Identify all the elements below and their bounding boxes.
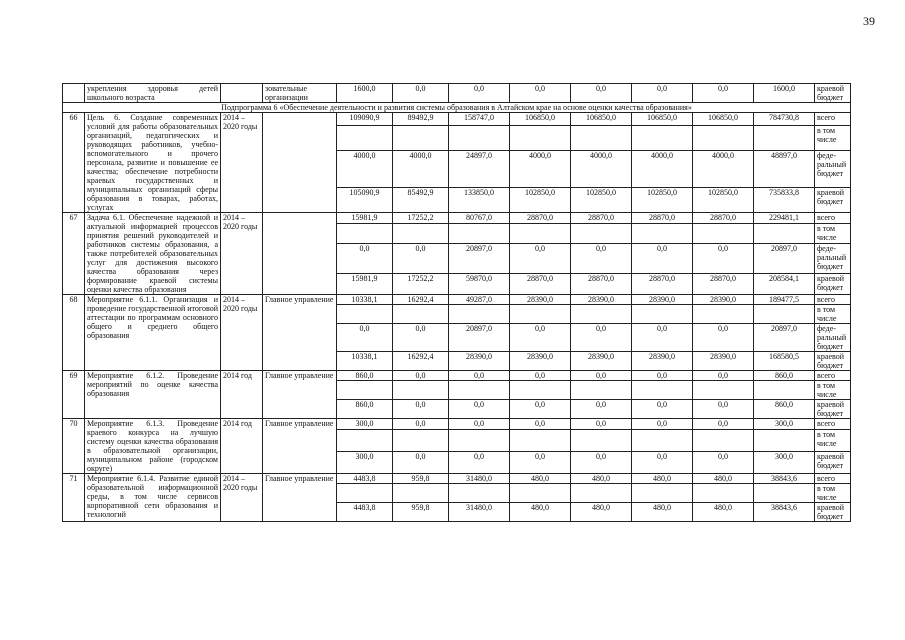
value-cell: 784730,8 [754, 113, 815, 126]
executor-cell: Главное управление [263, 371, 337, 419]
value-cell: 168580,5 [754, 352, 815, 371]
value-cell [449, 223, 510, 244]
value-cell: 4000,0 [571, 151, 632, 188]
value-cell: 480,0 [632, 503, 693, 522]
value-cell: 0,0 [449, 452, 510, 474]
value-cell: 0,0 [693, 419, 754, 430]
value-cell: 28390,0 [632, 352, 693, 371]
value-cell: 0,0 [510, 324, 571, 352]
value-cell: 102850,0 [510, 187, 571, 212]
value-cell: 480,0 [571, 474, 632, 484]
value-cell [337, 484, 393, 503]
value-cell: 106850,0 [632, 113, 693, 126]
value-cell: 735833,8 [754, 187, 815, 212]
value-cell: 102850,0 [632, 187, 693, 212]
value-cell: 28870,0 [693, 213, 754, 224]
value-cell [693, 126, 754, 151]
value-cell: 0,0 [393, 400, 449, 419]
value-cell: 0,0 [393, 244, 449, 274]
value-cell: 89492,9 [393, 113, 449, 126]
value-cell: 4483,8 [337, 503, 393, 522]
value-cell: 1600,0 [754, 84, 815, 103]
funding-source-cell: краевой бюджет [815, 187, 851, 212]
value-cell: 28390,0 [510, 295, 571, 305]
value-cell: 28870,0 [632, 274, 693, 295]
value-cell: 0,0 [693, 400, 754, 419]
value-cell: 0,0 [571, 452, 632, 474]
value-cell [449, 305, 510, 324]
value-cell [632, 223, 693, 244]
value-cell: 300,0 [754, 419, 815, 430]
value-cell: 49287,0 [449, 295, 510, 305]
value-cell: 959,8 [393, 474, 449, 484]
value-cell: 1600,0 [337, 84, 393, 103]
value-cell [393, 126, 449, 151]
executor-cell: Главное управление [263, 419, 337, 474]
value-cell [754, 430, 815, 452]
value-cell [693, 430, 754, 452]
funding-source-cell: краевой бюджет [815, 274, 851, 295]
value-cell: 0,0 [510, 84, 571, 103]
period-cell: 2014 – 2020 годы [221, 213, 263, 295]
value-cell [393, 484, 449, 503]
table-row [63, 474, 851, 484]
value-cell: 106850,0 [571, 113, 632, 126]
value-cell: 10338,1 [337, 352, 393, 371]
value-cell: 0,0 [571, 84, 632, 103]
value-cell [754, 305, 815, 324]
value-cell: 0,0 [632, 324, 693, 352]
value-cell [449, 126, 510, 151]
value-cell: 17252,2 [393, 213, 449, 224]
value-cell [754, 381, 815, 400]
value-cell: 20897,0 [754, 244, 815, 274]
value-cell: 0,0 [632, 371, 693, 381]
value-cell: 0,0 [510, 419, 571, 430]
value-cell: 28870,0 [632, 213, 693, 224]
value-cell: 0,0 [393, 419, 449, 430]
value-cell: 4000,0 [393, 151, 449, 188]
value-cell: 208584,1 [754, 274, 815, 295]
value-cell: 28870,0 [510, 274, 571, 295]
value-cell: 59870,0 [449, 274, 510, 295]
funding-source-cell: всего [815, 295, 851, 305]
executor-cell [263, 113, 337, 213]
value-cell: 0,0 [393, 371, 449, 381]
funding-source-cell: всего [815, 371, 851, 381]
value-cell: 133850,0 [449, 187, 510, 212]
value-cell [754, 223, 815, 244]
value-cell: 38843,6 [754, 503, 815, 522]
period-cell: 2014 год [221, 371, 263, 419]
value-cell: 0,0 [510, 371, 571, 381]
funding-source-cell: краевой бюджет [815, 503, 851, 522]
value-cell: 20897,0 [449, 244, 510, 274]
period-cell: 2014 – 2020 годы [221, 295, 263, 371]
measure-name-cell: Задача 6.1. Обеспечение надежной и актуальной информацией процессов принятия решений руководителей и работников системы образования, а также потребителей образовательных услуг для достижения высокого качества образования через формирование краевой системы оценки качества образования [85, 213, 221, 295]
value-cell: 0,0 [632, 452, 693, 474]
row-number-cell: 69 [63, 371, 85, 419]
value-cell [337, 305, 393, 324]
value-cell: 17252,2 [393, 274, 449, 295]
value-cell: 480,0 [510, 503, 571, 522]
measure-name-cell: Мероприятие 6.1.1. Организация и проведение государственной итоговой аттестации по программам основного общего и среднего общего образования [85, 295, 221, 371]
value-cell: 20897,0 [754, 324, 815, 352]
value-cell [632, 484, 693, 503]
value-cell: 0,0 [571, 419, 632, 430]
value-cell: 860,0 [337, 400, 393, 419]
value-cell: 0,0 [449, 371, 510, 381]
value-cell: 28390,0 [510, 352, 571, 371]
period-cell [221, 84, 263, 103]
period-cell: 2014 год [221, 419, 263, 474]
value-cell: 0,0 [449, 419, 510, 430]
value-cell: 0,0 [393, 324, 449, 352]
value-cell: 28390,0 [449, 352, 510, 371]
value-cell: 0,0 [337, 324, 393, 352]
value-cell: 31480,0 [449, 503, 510, 522]
value-cell [393, 430, 449, 452]
value-cell: 959,8 [393, 503, 449, 522]
funding-source-cell: всего [815, 419, 851, 430]
value-cell: 0,0 [571, 324, 632, 352]
funding-source-cell: феде-ральный бюджет [815, 324, 851, 352]
value-cell: 28390,0 [632, 295, 693, 305]
value-cell: 109090,9 [337, 113, 393, 126]
value-cell: 0,0 [693, 244, 754, 274]
value-cell [571, 305, 632, 324]
value-cell: 4483,8 [337, 474, 393, 484]
value-cell: 0,0 [571, 371, 632, 381]
row-number-cell: 70 [63, 419, 85, 474]
table-row [63, 213, 851, 224]
value-cell [337, 223, 393, 244]
row-number-cell: 68 [63, 295, 85, 371]
value-cell: 31480,0 [449, 474, 510, 484]
value-cell [510, 430, 571, 452]
value-cell: 38843,6 [754, 474, 815, 484]
funding-source-cell: краевой бюджет [815, 400, 851, 419]
value-cell [393, 381, 449, 400]
value-cell: 0,0 [510, 452, 571, 474]
table-row [63, 419, 851, 430]
funding-source-cell: краевой бюджет [815, 352, 851, 371]
value-cell: 0,0 [632, 244, 693, 274]
value-cell [632, 305, 693, 324]
value-cell [693, 381, 754, 400]
funding-source-cell: краевой бюджет [815, 84, 851, 103]
table-row [63, 113, 851, 126]
value-cell: 480,0 [571, 503, 632, 522]
value-cell [632, 126, 693, 151]
funding-source-cell: всего [815, 213, 851, 224]
value-cell [571, 126, 632, 151]
period-cell: 2014 – 2020 годы [221, 113, 263, 213]
measure-name-cell: укрепления здоровья детей школьного возраста [85, 84, 221, 103]
value-cell [754, 126, 815, 151]
funding-source-cell: в том числе [815, 381, 851, 400]
value-cell [693, 484, 754, 503]
value-cell: 860,0 [754, 400, 815, 419]
executor-cell [263, 213, 337, 295]
value-cell [337, 430, 393, 452]
table-row [63, 295, 851, 305]
value-cell [449, 430, 510, 452]
funding-source-cell: всего [815, 474, 851, 484]
value-cell: 80767,0 [449, 213, 510, 224]
executor-cell: зовательные организации [263, 84, 337, 103]
value-cell: 0,0 [693, 452, 754, 474]
value-cell: 0,0 [510, 400, 571, 419]
row-number-cell: 71 [63, 474, 85, 522]
subprogram-row [63, 103, 851, 113]
value-cell: 300,0 [337, 419, 393, 430]
value-cell: 300,0 [337, 452, 393, 474]
value-cell [449, 484, 510, 503]
value-cell: 0,0 [337, 244, 393, 274]
value-cell: 0,0 [449, 84, 510, 103]
value-cell [754, 484, 815, 503]
value-cell [393, 223, 449, 244]
value-cell: 4000,0 [693, 151, 754, 188]
value-cell [571, 430, 632, 452]
value-cell: 4000,0 [337, 151, 393, 188]
value-cell: 102850,0 [571, 187, 632, 212]
value-cell: 105090,9 [337, 187, 393, 212]
executor-cell: Главное управление [263, 295, 337, 371]
value-cell: 28390,0 [571, 295, 632, 305]
value-cell: 28390,0 [693, 352, 754, 371]
value-cell [510, 126, 571, 151]
value-cell: 480,0 [693, 474, 754, 484]
value-cell [571, 484, 632, 503]
value-cell: 15981,9 [337, 274, 393, 295]
value-cell: 16292,4 [393, 295, 449, 305]
value-cell: 15981,9 [337, 213, 393, 224]
funding-source-cell: краевой бюджет [815, 452, 851, 474]
value-cell: 4000,0 [632, 151, 693, 188]
value-cell: 48897,0 [754, 151, 815, 188]
value-cell: 85492,9 [393, 187, 449, 212]
value-cell: 28870,0 [571, 274, 632, 295]
value-cell: 10338,1 [337, 295, 393, 305]
value-cell [510, 484, 571, 503]
value-cell: 300,0 [754, 452, 815, 474]
value-cell: 0,0 [571, 244, 632, 274]
value-cell: 0,0 [693, 84, 754, 103]
value-cell: 0,0 [393, 84, 449, 103]
value-cell: 0,0 [393, 452, 449, 474]
value-cell: 106850,0 [693, 113, 754, 126]
value-cell: 28390,0 [693, 295, 754, 305]
value-cell [571, 381, 632, 400]
page-number: 39 [863, 14, 875, 28]
measure-name-cell: Мероприятие 6.1.2. Проведение мероприятий по оценке качества образования [85, 371, 221, 419]
value-cell: 0,0 [632, 84, 693, 103]
funding-source-cell: феде-ральный бюджет [815, 244, 851, 274]
value-cell [510, 223, 571, 244]
value-cell: 480,0 [632, 474, 693, 484]
value-cell: 158747,0 [449, 113, 510, 126]
value-cell [693, 223, 754, 244]
funding-source-cell: в том числе [815, 430, 851, 452]
value-cell [571, 223, 632, 244]
funding-source-cell: в том числе [815, 305, 851, 324]
measure-name-cell: Мероприятие 6.1.3. Проведение краевого конкурса на лучшую систему оценки качества образования в образовательной организации, муниципальном районе (городском округе) [85, 419, 221, 474]
period-cell: 2014 – 2020 годы [221, 474, 263, 522]
budget-table [62, 83, 851, 522]
value-cell: 4000,0 [510, 151, 571, 188]
funding-source-cell: в том числе [815, 223, 851, 244]
value-cell [693, 305, 754, 324]
table-row [63, 371, 851, 381]
value-cell: 28390,0 [571, 352, 632, 371]
value-cell [337, 126, 393, 151]
value-cell [632, 381, 693, 400]
funding-source-cell: всего [815, 113, 851, 126]
subprogram-title: Подпрограмма 6 «Обеспечение деятельности и развития системы образования в Алтайском крае на основе оценки качества образования» [63, 103, 851, 113]
row-number-cell [63, 84, 85, 103]
value-cell: 0,0 [632, 419, 693, 430]
value-cell: 102850,0 [693, 187, 754, 212]
value-cell: 0,0 [449, 400, 510, 419]
value-cell: 20897,0 [449, 324, 510, 352]
value-cell [510, 381, 571, 400]
value-cell: 28870,0 [571, 213, 632, 224]
executor-cell: Главное управление [263, 474, 337, 522]
funding-source-cell: феде-ральный бюджет [815, 151, 851, 188]
value-cell: 16292,4 [393, 352, 449, 371]
row-number-cell: 67 [63, 213, 85, 295]
value-cell [337, 381, 393, 400]
value-cell: 189477,5 [754, 295, 815, 305]
value-cell [510, 305, 571, 324]
value-cell [632, 430, 693, 452]
value-cell: 28870,0 [510, 213, 571, 224]
value-cell: 106850,0 [510, 113, 571, 126]
value-cell: 0,0 [510, 244, 571, 274]
value-cell: 0,0 [632, 400, 693, 419]
value-cell [393, 305, 449, 324]
table-row [63, 84, 851, 103]
value-cell: 860,0 [337, 371, 393, 381]
measure-name-cell: Мероприятие 6.1.4. Развитие единой образовательной информационной среды, в том числе сервисов корпоративной сети образования и технологий [85, 474, 221, 522]
value-cell: 24897,0 [449, 151, 510, 188]
row-number-cell: 66 [63, 113, 85, 213]
value-cell: 0,0 [693, 324, 754, 352]
value-cell: 860,0 [754, 371, 815, 381]
funding-source-cell: в том числе [815, 126, 851, 151]
funding-source-cell: в том числе [815, 484, 851, 503]
value-cell: 0,0 [571, 400, 632, 419]
value-cell: 0,0 [693, 371, 754, 381]
value-cell: 480,0 [510, 474, 571, 484]
value-cell: 28870,0 [693, 274, 754, 295]
value-cell: 480,0 [693, 503, 754, 522]
measure-name-cell: Цель 6. Создание современных условий для работы образовательных организаций, педагогических и руководящих работников, учебно-вспомогательного и прочего персонала, развитие и повышение ее качества; обеспечение потребности краевых государственных и муниципальных организаций сферы образования в товарах, работах, услугах [85, 113, 221, 213]
value-cell: 229481,1 [754, 213, 815, 224]
value-cell [449, 381, 510, 400]
